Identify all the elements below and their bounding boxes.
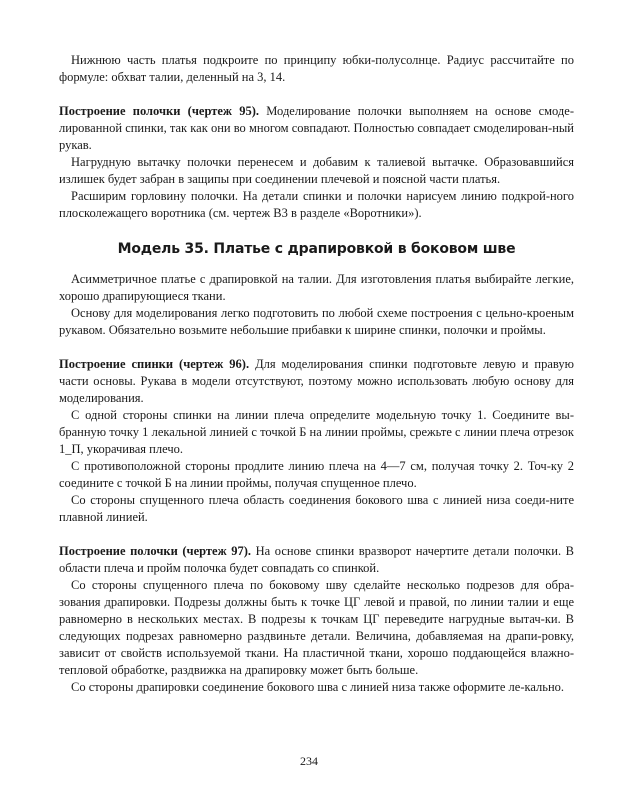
spacer [59, 259, 574, 271]
paragraph: Со стороны драпировки соединение бокового шва с линией низа также оформите ле-кально. [71, 680, 565, 694]
spacer [59, 86, 574, 103]
paragraph-lead: Построение спинки (чертеж 96). [59, 357, 250, 371]
paragraph: Нижнюю часть платья подкроите по принципу юбки-полусолнце. Радиус рассчитайте по формуле: обхват талии, деленный на 3, 14. [59, 53, 574, 84]
paragraph: Со стороны спущенного плеча область соединения бокового шва с линией низа соеди-ните плавной линией. [59, 493, 574, 524]
spacer [59, 526, 574, 543]
paragraph [59, 543, 574, 577]
paragraph-lead: Построение полочки (чертеж 95). [59, 104, 260, 118]
paragraph-text: Для моделирования спинки подготовьте левую и правую части основы. Рукава в модели отсутствуют, поэтому можно использовать любую основу для моделирования. [59, 357, 574, 405]
paragraph: Асимметричное платье с драпировкой на талии. Для изготовления платья выбирайте легкие, хорошо драпирующиеся ткани. [59, 272, 574, 303]
paragraph-text: На основе спинки вразворот начертите детали полочки. В области плеча и пройм полочка будет совпадать со спинкой. [59, 544, 574, 575]
paragraph: Основу для моделирования легко подготовить по любой схеме построения с цельно-кроеным рукавом. Обязательно возьмите небольшие прибавки к ширине спинки, полочки и проймы. [59, 306, 574, 337]
paragraph: Расширим горловину полочки. На детали спинки и полочки нарисуем линию подкрой-ного плосколежащего воротника (см. чертеж В3 в разделе «Воротники»). [59, 189, 574, 220]
paragraph [59, 103, 574, 154]
section-heading: Модель 35. Платье с драпировкой в боковом шве [117, 241, 516, 257]
paragraph-text: Моделирование полочки выполняем на основе смоде-лированной спинки, так как они во многом совпадают. Полностью совпадает смоделирован-ный рукав. [59, 104, 574, 152]
page-number: 234 [300, 754, 318, 768]
paragraph: С противоположной стороны продлите линию плеча на 4—7 см, получая точку 2. Точ-ку 2 соедините с точкой Б на линии проймы, получая спущенное плечо. [59, 459, 574, 490]
page-content [59, 52, 574, 696]
spacer [59, 339, 574, 356]
paragraph: С одной стороны спинки на линии плеча определите модельную точку 1. Соедините вы-бранную точку 1 лекальной линией с точкой Б на линии проймы, срежьте с линии плеча отрезок 1_П, укорачивая плечо. [59, 408, 574, 456]
paragraph: Нагрудную вытачку полочки перенесем и добавим к талиевой вытачке. Образовавшийся излишек будет забран в защипы при соединении плечевой и поясной части платья. [59, 155, 574, 186]
spacer [59, 222, 574, 239]
paragraph-lead: Построение полочки (чертеж 97). [59, 544, 252, 558]
paragraph: Со стороны спущенного плеча по боковому шву сделайте несколько подрезов для обра-зования драпировки. Подрезы должны быть к точке ЦГ левой и правой, по линии талии и еще равномерно в нескольких местах. В подрезы к точкам ЦГ переведите нагрудные вытач-ки. В следующих подрезах равномерно раздвиньте детали. Величина, добавляемая на драпи-ровку, зависит от свойств используемой ткани. На пластичной ткани, хорошо поддающейся влажно-тепловой обработке, раздвижка на драпировку может быть больше. [59, 578, 574, 677]
paragraph [59, 356, 574, 407]
